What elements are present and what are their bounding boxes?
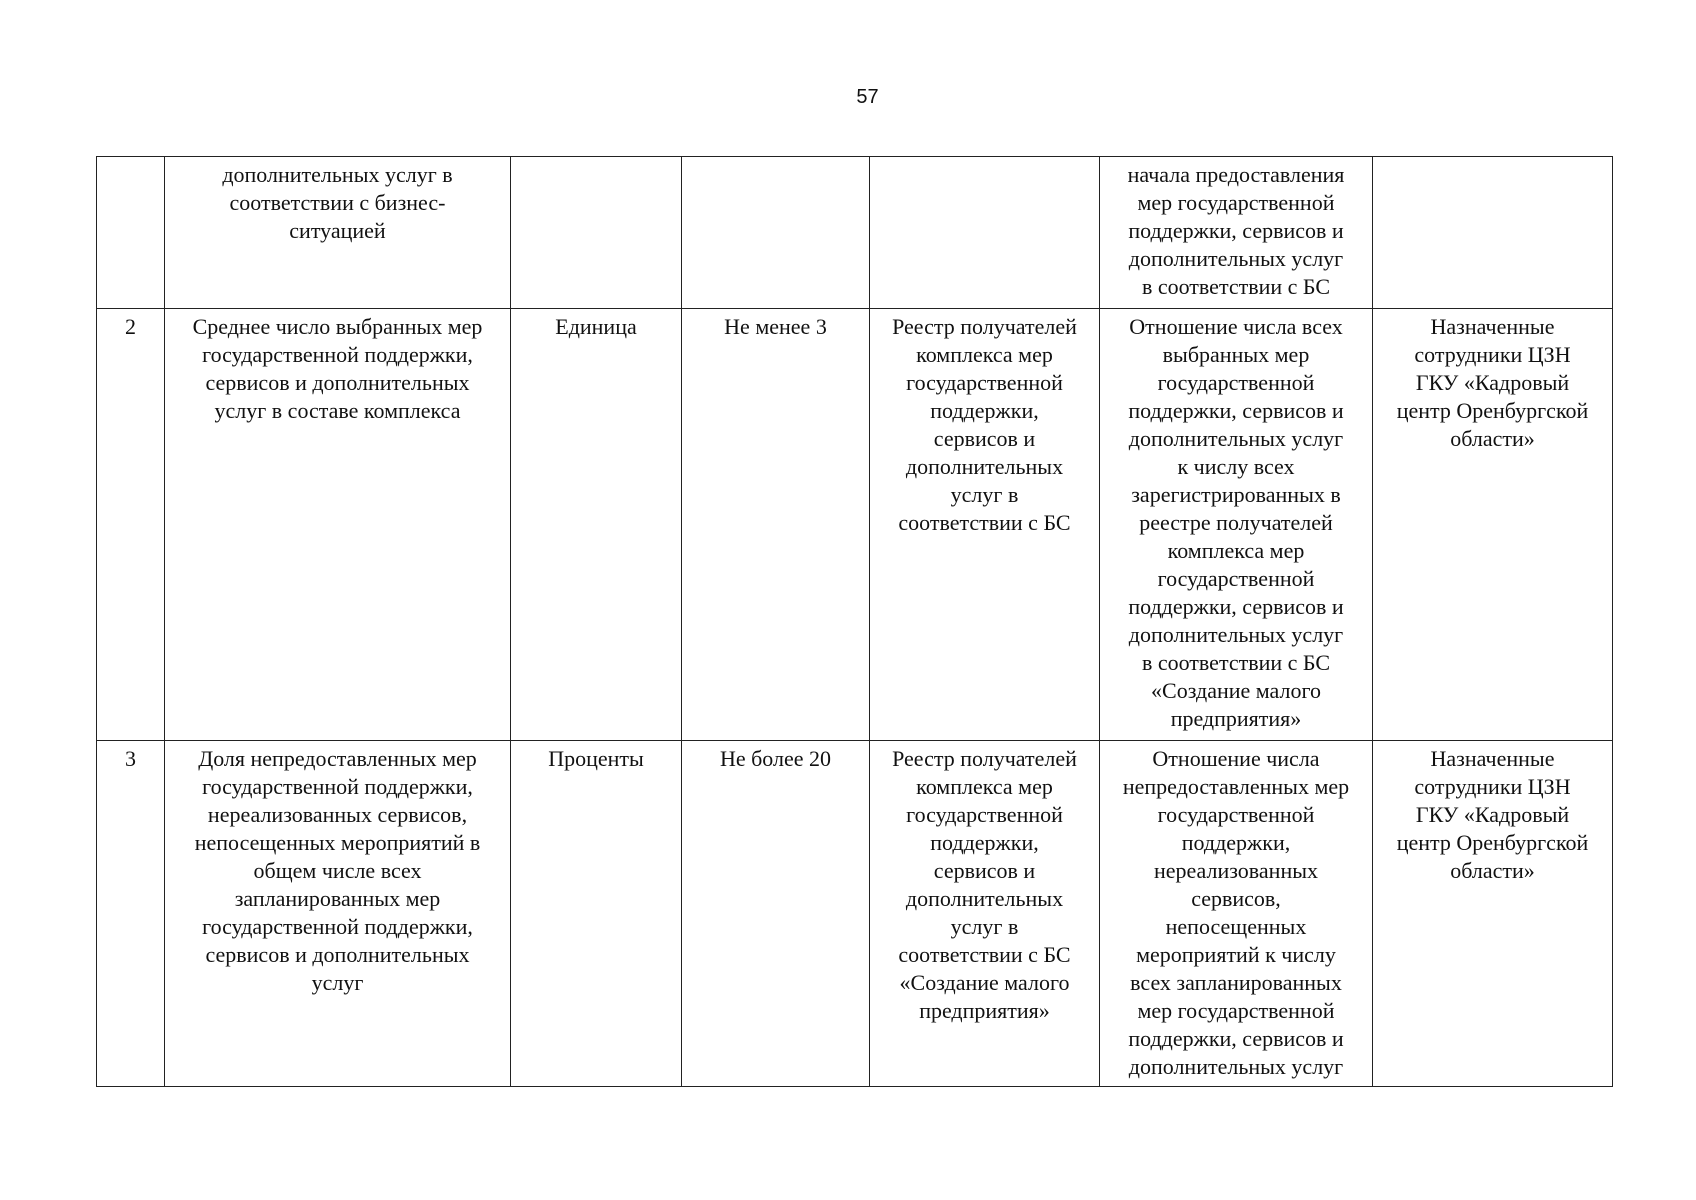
cell-calculation-method: Отношение числа непредоставленных мер государственной поддержки, нереализованных сервисов, непосещенных мероприятий к числу всех запланированных мер государственной поддержки, сервисов и дополнительных услуг [1100,741,1373,1087]
indicators-table [96,156,1613,1087]
cell-calculation-method: начала предоставления мер государственной поддержки, сервисов и дополнительных услуг в соответствии с БС [1100,157,1373,309]
cell-unit: Единица [511,309,682,741]
cell-data-source [870,157,1100,309]
cell-number: 2 [97,309,165,741]
cell-target-value [682,157,870,309]
cell-data-source: Реестр получателей комплекса мер государственной поддержки, сервисов и дополнительных услуг в соответствии с БС [870,309,1100,741]
cell-calculation-method: Отношение числа всех выбранных мер государственной поддержки, сервисов и дополнительных услуг к числу всех зарегистрированных в реестре получателей комплекса мер государственной поддержки, сервисов и дополнительных услуг в соответствии с БС «Создание малого предприятия» [1100,309,1373,741]
cell-unit [511,157,682,309]
page-number: 57 [856,86,879,108]
cell-responsible: Назначенные сотрудники ЦЗН ГКУ «Кадровый центр Оренбургской области» [1373,741,1613,1087]
table-row [97,741,1613,1087]
cell-target-value: Не более 20 [682,741,870,1087]
cell-target-value: Не менее 3 [682,309,870,741]
cell-number: 3 [97,741,165,1087]
cell-data-source: Реестр получателей комплекса мер государственной поддержки, сервисов и дополнительных услуг в соответствии с БС «Создание малого предприятия» [870,741,1100,1087]
cell-number [97,157,165,309]
table-row [97,157,1613,309]
cell-indicator-name: Среднее число выбранных мер государственной поддержки, сервисов и дополнительных услуг в составе комплекса [165,309,511,741]
cell-unit: Проценты [511,741,682,1087]
cell-indicator-name: дополнительных услуг в соответствии с бизнес- ситуацией [165,157,511,309]
cell-responsible: Назначенные сотрудники ЦЗН ГКУ «Кадровый центр Оренбургской области» [1373,309,1613,741]
table-row [97,309,1613,741]
cell-responsible [1373,157,1613,309]
cell-indicator-name: Доля непредоставленных мер государственной поддержки, нереализованных сервисов, непосещенных мероприятий в общем числе всех запланированных мер государственной поддержки, сервисов и дополнительных услуг [165,741,511,1087]
